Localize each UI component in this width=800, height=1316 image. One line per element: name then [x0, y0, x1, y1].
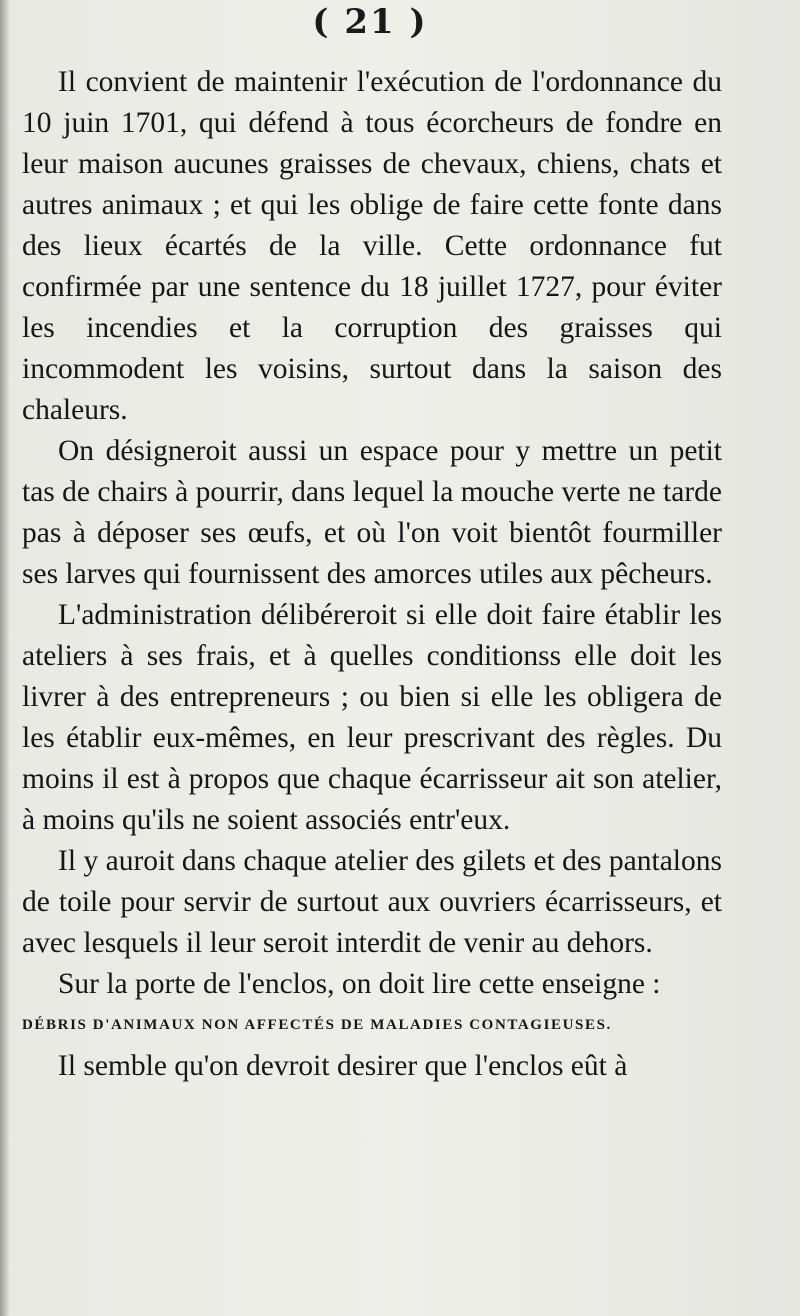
- paragraph-espace: On désigneroit aussi un espace pour y mettre un petit tas de chairs à pourrir, dans lequel la mouche verte ne tarde pas à déposer ses œufs, et où l'on voit bientôt fourmiller ses larves qui fournissent des amorces utiles aux pêcheurs.: [22, 435, 722, 590]
- paragraph-last: Il semble qu'on devroit desirer que l'enclos eût à: [58, 1050, 628, 1082]
- paragraph-administration: L'administration délibéreroit si elle doit faire établir les ateliers à ses frais, et à quelles conditionss elle doit les livrer à des entrepreneurs ; ou bien si elle les obligera de les établir eux-mêmes, en leur prescrivant des règles. Du moins il est à propos que chaque écarrisseur ait son atelier, à moins qu'ils ne soient associés entr'eux.: [22, 599, 722, 836]
- page-body: [22, 60, 722, 1087]
- page-number: ( 21 ): [312, 2, 428, 42]
- sign-text: DÉBRIS D'ANIMAUX NON AFFECTÉS DE MALADIES CONTAGIEUSES.: [22, 1017, 612, 1033]
- paragraph-enseigne: Sur la porte de l'enclos, on doit lire cette enseigne :: [58, 968, 661, 1000]
- page-shadow-edge: [0, 0, 10, 1316]
- paragraph-ordonnance: Il convient de maintenir l'exécution de l'ordonnance du 10 juin 1701, qui défend à tous écorcheurs de fondre en leur maison aucunes graisses de chevaux, chiens, chats et autres animaux ; et qui les oblige de faire cette fonte dans des lieux écartés de la ville. Cette ordonnance fut confirmée par une sentence du 18 juillet 1727, pour éviter les incendies et la corruption des graisses qui incommodent les voisins, surtout dans la saison des chaleurs.: [22, 66, 722, 426]
- paragraph-atelier: Il y auroit dans chaque atelier des gilets et des pantalons de toile pour servir de surtout aux ouvriers écarrisseurs, et avec lesquels il leur seroit interdit de venir au dehors.: [22, 845, 722, 959]
